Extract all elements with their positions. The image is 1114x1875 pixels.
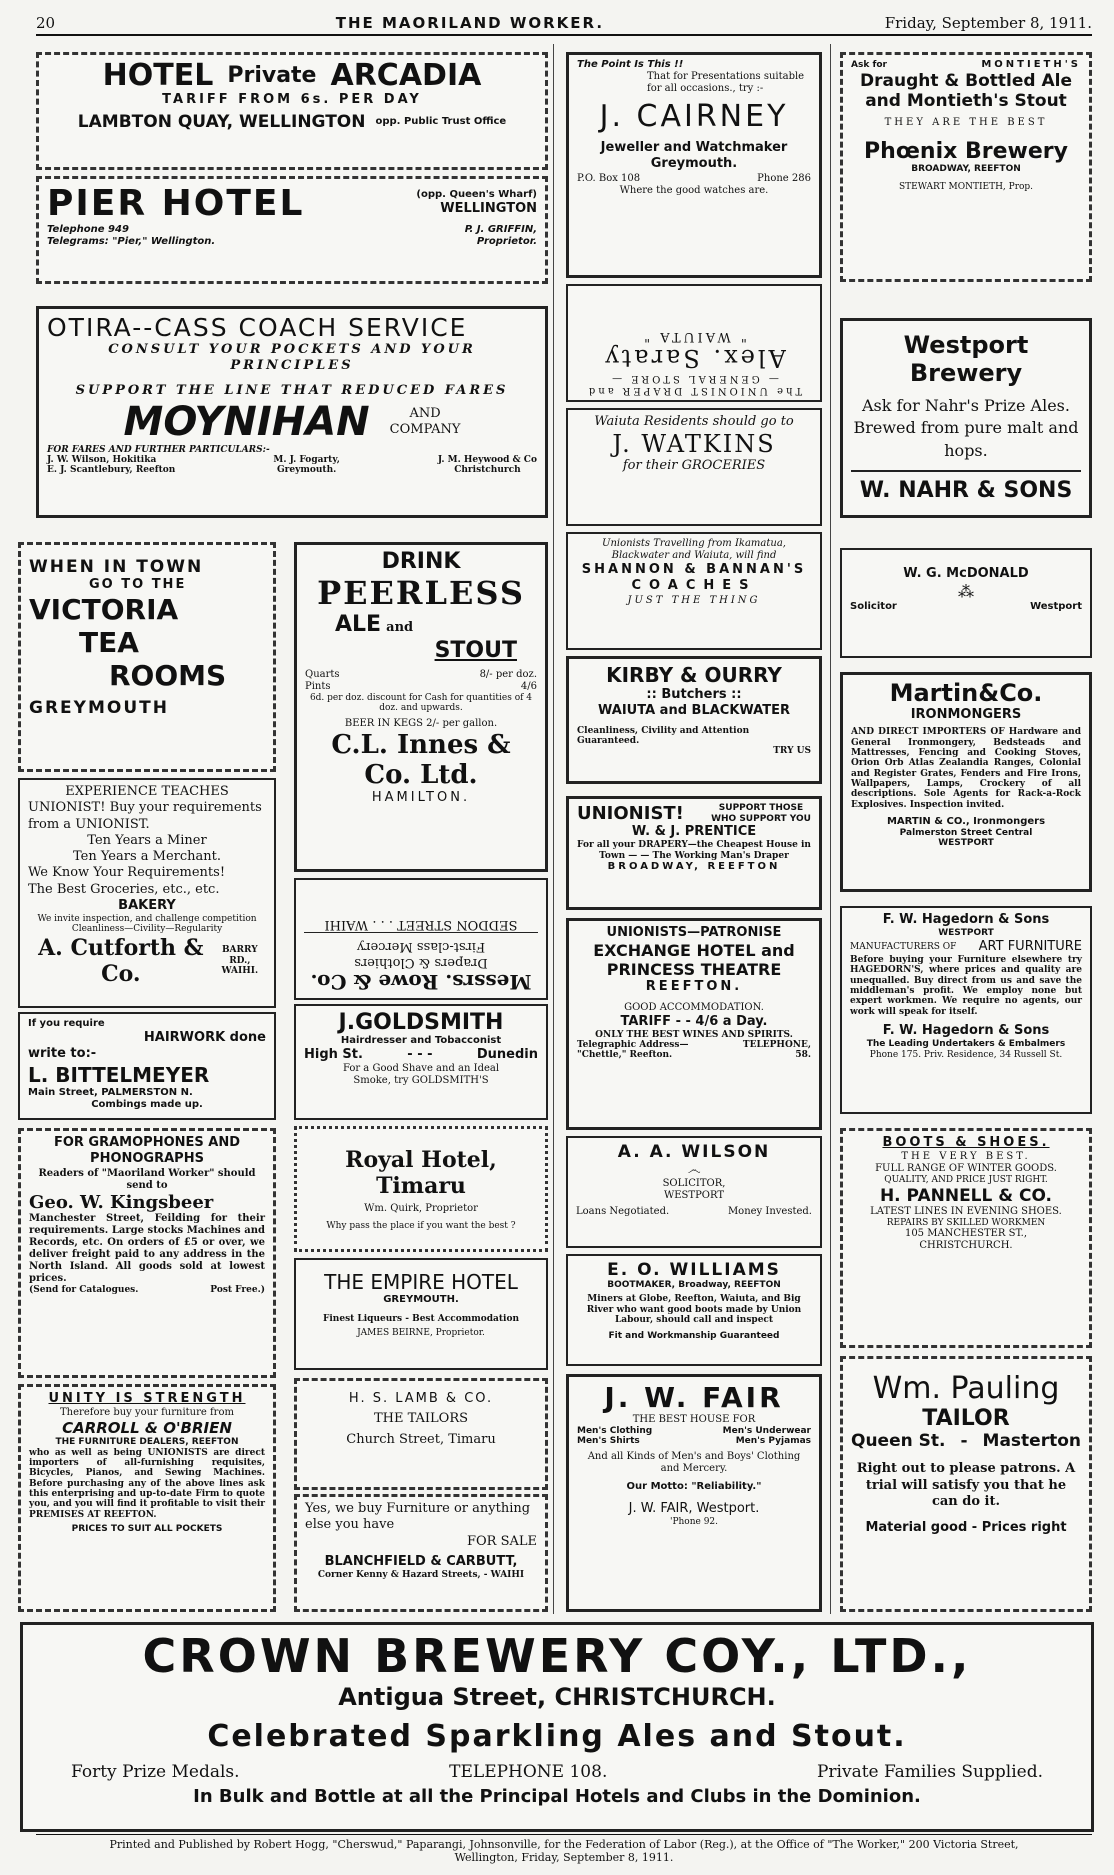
ad-text: High St. [304,1047,363,1062]
ornament-icon: ⁂ [958,582,974,602]
ad-text: CONSULT YOUR POCKETS AND YOUR PRINCIPLES [108,342,476,374]
ad-text: 4/6 [520,680,537,692]
ad-montieth [840,52,1092,282]
ad-text: WESTPORT [663,1190,725,1201]
ad-text: STEWART MONTIETH, Prop. [898,182,1034,193]
ad-martin-co [840,672,1092,892]
column-rule [830,44,831,1614]
ad-text: The Best Groceries, etc., etc. [28,881,220,897]
ad-title: Alex. Saraty [602,344,786,372]
ad-goldsmith: J.GOLDSMITH Hairdresser and Tobacconist High St. - - - Dunedin For a Good Shave and an Ideal Smoke, try GOLDSMITH'S [294,1004,548,1120]
ad-text: HAMILTON. [371,789,471,805]
ad-text: FULL RANGE OF WINTER GOODS. [875,1163,1057,1175]
ad-text: Men's Underwear [722,1426,811,1436]
ad-text: " WAIUTA " [641,329,747,344]
ad-title: THE EMPIRE HOTEL [324,1270,518,1294]
ad-title: Royal Hotel, Timaru [345,1147,497,1199]
ad-text: If you require [28,1018,105,1029]
ad-title: UNIONIST! [577,803,684,824]
ad-text: SUPPORT THOSE WHO SUPPORT YOU [711,803,811,824]
ad-text: :: Butchers :: [646,687,742,702]
ad-text: Private Families Supplied. [816,1762,1043,1782]
ad-text: Drapers & Clothiers [354,955,488,970]
ad-text: Private [227,62,317,88]
ad-text: Phone 175. Priv. Residence, 34 Russell St. [869,1049,1063,1060]
ad-title: E. O. WILLIAMS [607,1260,781,1280]
ad-text: 105 MANCHESTER ST., [904,1227,1028,1239]
ad-text: AND DIRECT IMPORTERS OF Hardware and General Ironmongery, Bedsteads and Mattresses, Fencing and Cooking Stoves, Orion Orb Atlas Zealandia Ranges, Colonial and Register Grates, Fenders and Fire Irons, Wallpapers, Lamps, Crockery of all descriptions. Sole Agents for Rack-a-Rock Explosives. Inspection invited. [851,727,1081,810]
ad-prentice [566,796,822,910]
ad-title: A. A. WILSON [617,1142,771,1162]
ad-pier-hotel [36,176,548,284]
ad-title: W. & J. PRENTICE [631,824,757,839]
ad-text: — GENERAL STORE — [609,373,779,384]
ad-text: THE TAILORS [373,1411,469,1427]
ad-title: and Montieth's Stout [865,91,1067,111]
ad-peerless [294,542,548,872]
ad-text: Men's Pyjamas [735,1436,811,1447]
ad-exchange-hotel [566,918,822,1130]
ad-bittelmeyer [18,1012,276,1120]
ad-text: Before buying your Furniture elsewhere try HAGEDORN'S, where prices and quality are unequalled. Buy direct from us and save the middleman's profit. We employ none but expert workmen. We require no agents, our work will speak for itself. [850,954,1082,1017]
ad-text: Christchurch [454,465,521,476]
ad-title: EXCHANGE HOTEL and [593,941,795,961]
ad-text: Main Street, PALMERSTON N. [28,1086,193,1098]
ad-text: For all your DRAPERY—the Cheapest House in Town — — The Working Man's Draper [577,840,811,861]
ad-text: WESTPORT [938,928,994,939]
ad-text: TELEPHONE 108. [449,1762,608,1782]
ad-text: Therefore buy your furniture from [60,1407,234,1419]
ad-text: Manchester Street, Feilding for their requirements. Large stocks Machines and Records, etc. On orders of £5 or over, we deliver freight paid to any address in the North Island. All goods sold at lowest prices. [29,1212,265,1284]
ad-title: W. NAHR & SONS [851,470,1081,503]
ad-text: PRICES TO SUIT ALL POCKETS [71,1524,223,1534]
ad-text: MONTIETH'S [981,59,1081,70]
ad-text: Yes, we buy Furniture or anything else you have [305,1501,531,1533]
ad-text: First-class Mercery [356,938,486,954]
ad-text: Material good - Prices right [865,1520,1067,1536]
ad-text: Right out to please patrons. A trial will satisfy you that he can do it. [856,1461,1076,1509]
ad-text: 6d. per doz. discount for Cash for quantities of 4 doz. and upwards. [309,692,533,714]
ad-text: For a Good Shave and an Ideal [342,1063,500,1075]
ad-text: BAKERY [118,897,176,913]
ad-text: HAIRWORK done [143,1030,266,1045]
ad-text: UNIONISTS—PATRONISE [606,925,782,940]
ad-title: H. PANNELL & CO. [879,1185,1053,1206]
ad-text: THE BEST HOUSE FOR [632,1414,756,1425]
ad-text: Finest Liqueurs - Best Accommodation [322,1314,520,1324]
ad-text: We Know Your Requirements! [28,865,226,881]
ad-text: Forty Prize Medals. [71,1762,240,1782]
ad-text: TAILOR [922,1406,1010,1431]
ad-text: Antigua Street, CHRISTCHURCH. [338,1683,776,1711]
ad-title: A. Cutforth & Co. [38,934,204,987]
ad-title: Geo. W. Kingsbeer [29,1191,214,1213]
ad-text: Post Free.) [210,1284,265,1295]
ad-text: Pints [305,680,331,692]
ad-text: GOOD ACCOMMODATION. [624,1001,764,1013]
ad-text: WHEN IN TOWN [29,557,204,577]
ad-text: CHRISTCHURCH. [919,1239,1013,1251]
ad-title: TEA [79,626,139,660]
column-rule [553,44,554,1614]
ad-text: Cleanliness—Civility—Regularity [71,924,223,935]
ad-text: Fit and Workmanship Guaranteed [608,1331,780,1342]
ad-text: "Chettle," Reefton. [577,1050,673,1061]
ad-text: Ask for [851,59,887,70]
ad-text: QUALITY, AND PRICE JUST RIGHT. [884,1175,1048,1186]
ad-title: PIER HOTEL [47,183,305,224]
ad-text: In Bulk and Bottle at all the Principal Hotels and Clubs in the Dominion. [193,1786,921,1807]
ad-title: ROOMS [109,659,227,693]
ad-text: Ask for Nahr's Prize Ales. Brewed from pure malt and hops. [853,396,1079,460]
ad-text: Quarts [305,668,340,680]
ad-title: F. W. Hagedorn & Sons [882,1022,1050,1038]
ad-title: H. S. LAMB & CO. [348,1391,494,1406]
ad-text: TARIFF - - 4/6 a Day. [620,1013,768,1029]
ad-text: J. M. Heywood & Co [437,455,537,466]
ad-title: BOOTS & SHOES. [882,1135,1050,1150]
ad-cutforth [18,778,276,1008]
ad-eo-williams [566,1254,822,1366]
ad-text: Hairdresser and Tobacconist [340,1035,502,1046]
ad-text: MARTIN & CO., Ironmongers [886,816,1046,827]
ad-jw-fair [566,1374,822,1612]
ad-text: Men's Shirts [577,1436,640,1447]
ad-title: HOTEL [102,58,214,93]
ad-crown-brewery [20,1622,1094,1832]
ad-text: Greymouth. [276,465,337,476]
ad-text: Unionists Travelling from Ikamatua, Blackwater and Waiuta, will find [602,538,786,561]
ad-text: BARRY RD., WAIHI. [221,945,259,976]
ad-text: Church Street, Timaru [346,1431,496,1447]
ad-text: BEER IN KEGS 2/- per gallon. [344,717,498,729]
ad-westport-brewery [840,318,1092,518]
ad-text: JUST THE THING [627,594,761,606]
ad-title: MOYNIHAN [123,398,370,445]
ad-title: Phœnix Brewery [864,139,1068,164]
ad-text: Telegraphic Address— [577,1040,689,1051]
ad-text: WAIUTA and BLACKWATER [598,703,790,719]
ad-text: write to:- [28,1046,97,1062]
ad-text: Corner Kenny & Hazard Streets, - WAIHI [317,1570,525,1580]
ad-cairney [566,52,822,278]
ad-title: ARCADIA [330,58,482,93]
ad-saraty-upside-down [566,284,822,402]
ad-text: THE FURNITURE DEALERS, REEFTON [55,1437,239,1448]
ad-pannell [840,1128,1092,1348]
ad-title: Wm. Pauling [872,1371,1060,1406]
ad-text: Phone 286 [757,172,811,184]
ad-title: VICTORIA [29,593,179,627]
ad-text: SEDDON STREET . . . WAIHI [304,916,538,933]
ad-text: Waiuta Residents should go to [594,414,794,429]
ad-pauling: Wm. Pauling TAILOR Queen St. - Masterton Right out to please patrons. A trial will satisfy you that he can do it. Material good - Prices right [840,1356,1092,1612]
ad-title: Celebrated Sparkling Ales and Stout. [207,1719,907,1754]
ad-text: GO TO THE [89,577,187,592]
ad-text: THE VERY BEST. [901,1151,1031,1163]
ad-text: LATEST LINES IN EVENING SHOES. [870,1205,1062,1217]
ad-text: ART FURNITURE [978,938,1082,954]
ad-text: ALE [335,612,382,638]
ad-text: 'Phone 92. [669,1516,719,1527]
ad-text: LAMBTON QUAY, WELLINGTON [77,112,366,133]
ad-text: Westport [1030,601,1082,613]
ad-otira-coach [36,306,548,518]
ad-blanchfield [294,1494,548,1612]
ad-text: MANUFACTURERS OF [850,941,957,952]
ad-text: TRY US [773,746,811,757]
ad-hagedorn [840,906,1092,1114]
ad-text: Dunedin [476,1047,538,1062]
ad-text: Queen St. [851,1431,946,1452]
ad-text: who as well as being UNIONISTS are direct importers of all-furnishing requisites, Bicycles, Pianos, and Sewing Machines. Before purchasing any of the above lines ask this enterprising and up-to-date Firm to quote you, and you will find it profitable to visit their PREMISES AT REEFTON. [29,1447,265,1520]
imprint-line: Wellington, Friday, September 8, 1911. [454,1851,674,1865]
ad-text: IRONMONGERS [910,707,1022,722]
ad-title: J.GOLDSMITH [338,1010,504,1035]
ad-text: P. J. GRIFFIN, [464,224,537,235]
ad-text: The Point Is This !! [577,59,684,70]
ad-carroll-obrien [18,1384,276,1612]
ad-text: Money Invested. [727,1206,812,1217]
ad-text: 8/- per doz. [479,668,537,680]
ad-kingsbeer [18,1128,276,1378]
ad-title: L. BITTELMEYER [28,1062,210,1087]
ad-text: Jeweller and Watchmaker [600,140,788,155]
ad-text: Palmerston Street Central [899,828,1033,838]
ad-title: J. W. FAIR [604,1381,784,1414]
ad-text: GREYMOUTH [29,698,169,719]
ad-text: Our Motto: "Reliability." [626,1480,762,1492]
ad-text: TARIFF FROM 6s. PER DAY [162,92,422,107]
page-header [36,12,1092,36]
ad-title: FOR GRAMOPHONES AND PHONOGRAPHS [53,1135,241,1167]
ad-text: Loans Negotiated. [576,1206,670,1217]
ad-text: FOR FARES AND FURTHER PARTICULARS:- [47,444,270,455]
ad-text: Greymouth. [650,156,738,172]
ad-title: CARROLL & O'BRIEN [62,1419,232,1438]
ad-title: J. WATKINS [612,430,776,459]
ad-title: Messrs. Rowe & Co. [310,970,532,994]
ad-title: BLANCHFIELD & CARBUTT, [324,1553,518,1569]
ad-text: Masterton [982,1431,1081,1452]
ad-kirby-ourry [566,656,822,784]
ad-text: Men's Clothing [577,1426,653,1436]
ad-victoria-tea-rooms [18,542,276,772]
ad-text: TELEPHONE, [742,1040,811,1051]
ad-text: 58. [795,1050,811,1061]
ad-text: SUPPORT THE LINE THAT REDUCED FARES [75,382,509,398]
ad-text: BOOTMAKER, Broadway, REEFTON [607,1280,781,1290]
ad-title: OTIRA--CASS COACH SERVICE [47,313,468,342]
ad-title: PEERLESS [317,574,525,613]
ad-text: COMPANY [389,421,461,437]
ad-text: SOLICITOR, [662,1178,726,1189]
ad-text: That for Presentations suitable for all occasions., try :- [647,71,805,94]
ad-title: CROWN BREWERY COY., LTD., [142,1629,972,1683]
ad-title: C.L. Innes & Co. Ltd. [331,729,511,790]
ad-text: (Send for Catalogues. [29,1284,139,1295]
ad-title: PRINCESS THEATRE [606,960,782,980]
page-number: 20 [36,14,56,32]
ad-rowe-upside-down [294,878,548,1000]
ad-watkins [566,408,822,526]
ad-text: Miners at Globe, Reefton, Waiuta, and Big River who want good boots made by Union Labour, should call and inspect [586,1294,802,1326]
ad-text: Wm. Quirk, Proprietor [364,1203,478,1214]
ad-text: We invite inspection, and challenge competition [37,914,257,924]
ad-title: J. W. FAIR, Westport. [628,1500,760,1516]
ad-text: Ten Years a Merchant. [72,849,221,864]
ad-title: KIRBY & OURRY [606,663,782,687]
ad-title: W. G. McDONALD [903,566,1029,581]
imprint-footer [36,1834,1092,1866]
ad-text: REPAIRS BY SKILLED WORKMEN [886,1217,1046,1228]
ad-text: P.O. Box 108 [577,172,641,184]
ad-text: M. J. Fogarty, [273,455,340,466]
ad-text: Cleanliness, Civility and Attention Guaranteed. [577,725,750,746]
ad-text: Why pass the place if you want the best ? [326,1221,516,1231]
ad-text: REEFTON. [645,979,743,995]
ad-arcadia [36,52,548,170]
ad-title: EXPERIENCE TEACHES [65,784,229,799]
ad-text: Where the good watches are. [619,184,769,196]
ad-text: BROADWAY, REEFTON [911,164,1021,174]
ad-text: Solicitor [850,601,897,613]
ad-text: Smoke, try GOLDSMITH'S [353,1075,489,1087]
imprint-line: Printed and Published by Robert Hogg, "Cherswud," Paparangi, Johnsonville, for the Federation of Labor (Reg.), at the Office of "The Worker," 200 Victoria Street, [109,1837,1019,1851]
ad-text: Combings made up. [91,1098,203,1110]
ornament-icon: ෴ [687,1162,701,1178]
ad-title: UNITY IS STRENGTH [48,1391,246,1406]
ad-mcdonald [840,548,1092,658]
ad-text: WESTPORT [938,838,994,849]
ad-text: UNIONIST! Buy your requirements from a UNIONIST. [28,800,262,832]
ad-shannon-bannan [566,532,822,650]
ad-text: The UNIONIST DRAPER and [585,385,803,396]
ad-text: (opp. Queen's Wharf) [416,189,537,201]
ad-text: Readers of "Maoriland Worker" should send to [38,1167,256,1191]
ad-text: And all Kinds of Men's and Boys' Clothing and Mercery. [587,1450,801,1474]
masthead: THE MAORILAND WORKER. [335,14,605,32]
ad-title: F. W. Hagedorn & Sons [882,912,1050,927]
ad-title: Westport Brewery [903,331,1029,387]
ad-aa-wilson [566,1136,822,1248]
ad-title: COACHES [631,578,757,594]
ad-title: SHANNON & BANNAN'S [581,562,807,577]
ad-text: JAMES BEIRNE, Proprietor. [357,1328,485,1339]
ad-title: Draught & Bottled Ale [860,71,1072,91]
ad-text: Ten Years a Miner [87,832,207,848]
ad-text: FOR SALE [466,1533,537,1549]
ad-text: J. W. Wilson, Hokitika [47,455,157,466]
ad-text: Telegrams: "Pier," Wellington. [47,236,216,247]
ad-title: STOUT [434,637,517,663]
ad-text: DRINK [381,549,461,574]
ad-text: AND [409,405,441,421]
ad-text: and [386,620,414,636]
ad-text: for their GROCERIES [622,458,766,474]
ad-text: Telephone 949 [47,224,129,235]
ad-text: opp. Public Trust Office [375,116,507,128]
ad-royal-hotel [294,1126,548,1252]
ad-text: The Leading Undertakers & Embalmers [866,1039,1066,1050]
ad-title: J. CAIRNEY [599,99,789,134]
ad-text: GREYMOUTH. [383,1294,459,1305]
issue-date: Friday, September 8, 1911. [884,14,1092,32]
ad-lamb-tailors [294,1378,548,1490]
ad-title: Martin&Co. [889,679,1043,707]
ad-empire-hotel [294,1258,548,1370]
ad-text: THEY ARE THE BEST [884,117,1048,128]
ad-text: BROADWAY, REEFTON [607,860,781,872]
ad-text: ONLY THE BEST WINES AND SPIRITS. [595,1029,793,1040]
ad-text: E. J. Scantlebury, Reefton [47,465,176,476]
ad-text: Proprietor. [476,236,537,247]
ad-text: WELLINGTON [440,201,537,217]
